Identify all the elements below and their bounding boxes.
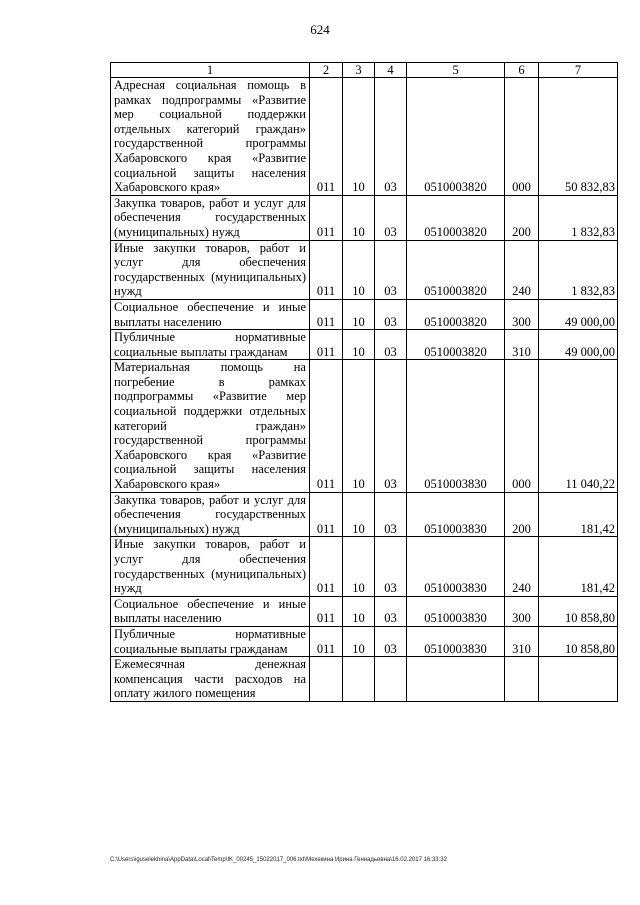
row-code-target: 0510003830: [407, 492, 505, 537]
row-code-expense-type: 000: [505, 78, 539, 196]
row-code-section: [343, 657, 375, 702]
row-code-ministry: 011: [310, 360, 343, 492]
column-header: 5: [407, 63, 505, 78]
row-code-expense-type: 240: [505, 240, 539, 299]
row-code-subsection: 03: [375, 330, 407, 360]
row-code-expense-type: 200: [505, 195, 539, 240]
row-code-section: 10: [343, 360, 375, 492]
row-amount: 1 832,83: [539, 240, 618, 299]
row-code-subsection: 03: [375, 360, 407, 492]
column-header: 3: [343, 63, 375, 78]
table-row: [111, 78, 618, 196]
table-row: [111, 195, 618, 240]
row-code-expense-type: 000: [505, 360, 539, 492]
column-header: 6: [505, 63, 539, 78]
row-code-target: [407, 657, 505, 702]
row-code-expense-type: 300: [505, 299, 539, 329]
row-amount: 50 832,83: [539, 78, 618, 196]
table-row: [111, 626, 618, 656]
column-header: 1: [111, 63, 310, 78]
row-code-target: 0510003820: [407, 299, 505, 329]
row-code-target: 0510003820: [407, 330, 505, 360]
row-code-section: 10: [343, 78, 375, 196]
row-code-section: 10: [343, 240, 375, 299]
budget-table: [110, 62, 618, 702]
row-code-target: 0510003820: [407, 195, 505, 240]
row-amount: 49 000,00: [539, 330, 618, 360]
row-code-subsection: 03: [375, 240, 407, 299]
row-amount: 1 832,83: [539, 195, 618, 240]
row-code-ministry: 011: [310, 492, 343, 537]
row-code-target: 0510003820: [407, 78, 505, 196]
row-amount: [539, 657, 618, 702]
row-code-subsection: [375, 657, 407, 702]
row-name: Адресная социальная помощь в рамках подпрограммы «Развитие мер социальной поддержки отдельных категорий граждан» государственной программы Хабаровского края «Развитие социальной защиты населения Хабаровского края»: [111, 78, 310, 196]
row-code-section: 10: [343, 492, 375, 537]
row-code-subsection: 03: [375, 492, 407, 537]
table-header-row: [111, 63, 618, 78]
row-code-expense-type: 310: [505, 330, 539, 360]
row-name: Публичные нормативные социальные выплаты гражданам: [111, 330, 310, 360]
row-code-subsection: 03: [375, 299, 407, 329]
row-code-section: 10: [343, 330, 375, 360]
row-amount: 181,42: [539, 537, 618, 596]
footer-file-path: C:\Users\iguselekhina\AppData\Local\Temp\IK_00245_15022017_006.txt\Мехекина Ирина Геннадьевна\16.02.2017 16:33:32: [110, 857, 447, 863]
row-code-ministry: 011: [310, 537, 343, 596]
row-amount: 181,42: [539, 492, 618, 537]
row-code-expense-type: [505, 657, 539, 702]
row-code-section: 10: [343, 596, 375, 626]
row-code-expense-type: 200: [505, 492, 539, 537]
row-code-expense-type: 310: [505, 626, 539, 656]
table-row: [111, 596, 618, 626]
row-code-subsection: 03: [375, 626, 407, 656]
row-amount: 10 858,80: [539, 626, 618, 656]
row-code-section: 10: [343, 299, 375, 329]
row-amount: 49 000,00: [539, 299, 618, 329]
row-code-ministry: 011: [310, 195, 343, 240]
row-code-section: 10: [343, 626, 375, 656]
row-code-expense-type: 300: [505, 596, 539, 626]
row-code-ministry: 011: [310, 240, 343, 299]
row-code-target: 0510003830: [407, 626, 505, 656]
row-code-subsection: 03: [375, 195, 407, 240]
row-code-ministry: 011: [310, 330, 343, 360]
row-code-ministry: 011: [310, 299, 343, 329]
row-name: Социальное обеспечение и иные выплаты населению: [111, 299, 310, 329]
column-header: 2: [310, 63, 343, 78]
row-name: Закупка товаров, работ и услуг для обеспечения государственных (муниципальных) нужд: [111, 195, 310, 240]
row-name: Иные закупки товаров, работ и услуг для обеспечения государственных (муниципальных) нужд: [111, 537, 310, 596]
row-name: Иные закупки товаров, работ и услуг для обеспечения государственных (муниципальных) нужд: [111, 240, 310, 299]
row-code-subsection: 03: [375, 537, 407, 596]
page-number: 624: [310, 22, 330, 37]
table-row: [111, 330, 618, 360]
row-code-subsection: 03: [375, 596, 407, 626]
row-code-ministry: 011: [310, 596, 343, 626]
column-header: 4: [375, 63, 407, 78]
row-code-target: 0510003830: [407, 537, 505, 596]
row-name: Социальное обеспечение и иные выплаты населению: [111, 596, 310, 626]
table-row: [111, 240, 618, 299]
row-code-section: 10: [343, 195, 375, 240]
row-code-ministry: 011: [310, 78, 343, 196]
row-code-subsection: 03: [375, 78, 407, 196]
table-row: [111, 299, 618, 329]
row-amount: 10 858,80: [539, 596, 618, 626]
row-name: Публичные нормативные социальные выплаты гражданам: [111, 626, 310, 656]
row-code-target: 0510003830: [407, 596, 505, 626]
row-name: Закупка товаров, работ и услуг для обеспечения государственных (муниципальных) нужд: [111, 492, 310, 537]
table-row: [111, 537, 618, 596]
column-header: 7: [539, 63, 618, 78]
row-amount: 11 040,22: [539, 360, 618, 492]
table-row: [111, 657, 618, 702]
row-code-ministry: [310, 657, 343, 702]
row-name: Ежемесячная денежная компенсация части расходов на оплату жилого помещения: [111, 657, 310, 702]
row-code-target: 0510003820: [407, 240, 505, 299]
table-row: [111, 360, 618, 492]
row-name: Материальная помощь на погребение в рамках подпрограммы «Развитие мер социальной поддержки отдельных категорий граждан» государственной программы Хабаровского края «Развитие социальной защиты населения Хабаровского края»: [111, 360, 310, 492]
row-code-section: 10: [343, 537, 375, 596]
row-code-ministry: 011: [310, 626, 343, 656]
row-code-expense-type: 240: [505, 537, 539, 596]
table-row: [111, 492, 618, 537]
row-code-target: 0510003830: [407, 360, 505, 492]
